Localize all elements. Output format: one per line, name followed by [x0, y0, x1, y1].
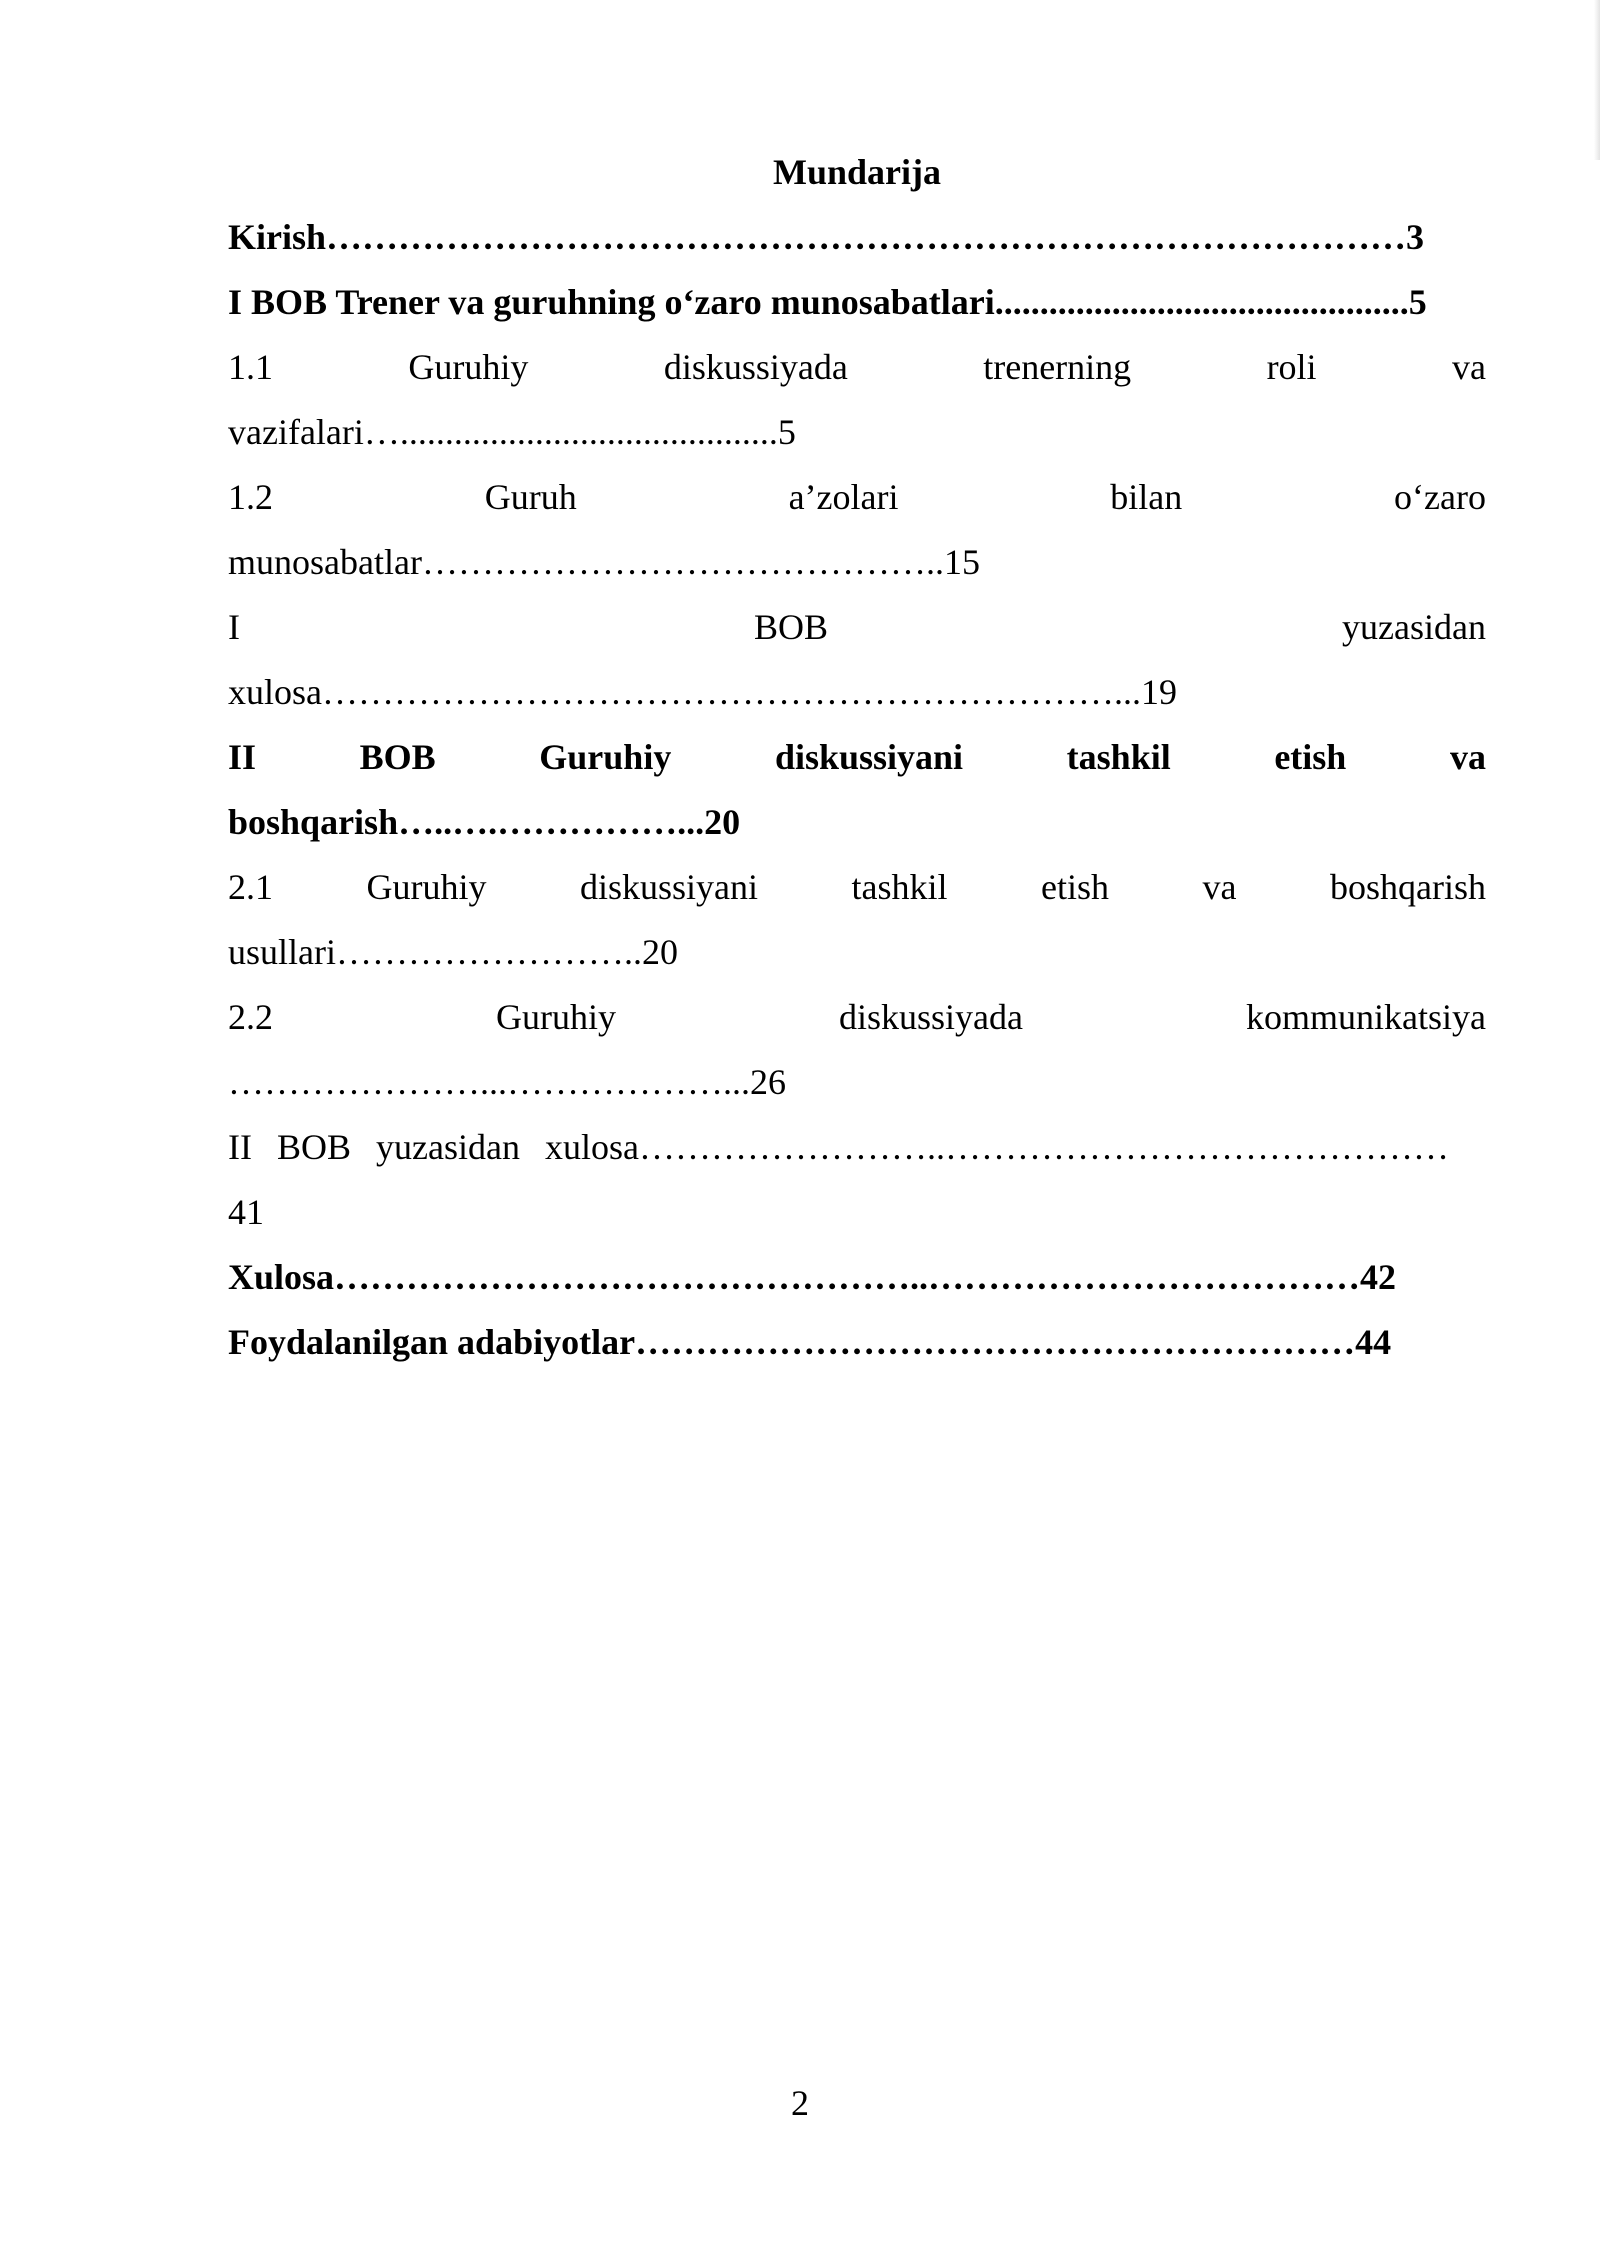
- toc-entry-1-2-line-1[interactable]: [228, 465, 1486, 530]
- toc-word: yuzasidan: [376, 1127, 520, 1167]
- toc-entry-1-1-line-2[interactable]: vazifalari…..........................................5: [228, 412, 796, 452]
- toc-entry-kirish[interactable]: Kirish………………………………………………………………………………3: [228, 217, 1425, 257]
- toc-word: 1.1: [228, 347, 273, 387]
- toc-word: xulosa……………………..……………………………………: [544, 1127, 1449, 1167]
- toc-word: yuzasidan: [1342, 607, 1486, 647]
- toc-word: a’zolari: [788, 477, 899, 517]
- page-edge-shadow: [1594, 0, 1600, 160]
- toc-word: II: [228, 737, 257, 777]
- toc-word: diskussiyada: [839, 997, 1023, 1037]
- toc-entry-bob-2-line-1[interactable]: [228, 725, 1486, 790]
- toc-word: Guruhiy: [366, 867, 487, 907]
- toc-word: 2.2: [228, 997, 273, 1037]
- toc-entry-bob-1[interactable]: I BOB Trener va guruhning o‘zaro munosabatlari..............................................5: [228, 282, 1427, 322]
- toc-entry-2-1-line-2[interactable]: usullari……………………..20: [228, 932, 678, 972]
- table-of-contents: [228, 140, 1486, 1375]
- toc-word: 2.1: [228, 867, 273, 907]
- toc-entry-bob-1-xulosa-line-1[interactable]: [228, 595, 1486, 660]
- toc-word: roli: [1266, 347, 1317, 387]
- toc-entry-2-1-line-1[interactable]: [228, 855, 1486, 920]
- toc-entry-adabiyotlar[interactable]: Foydalanilgan adabiyotlar……………………………………………………44: [228, 1322, 1392, 1362]
- toc-word: tashkil: [1066, 737, 1171, 777]
- toc-word: trenerning: [983, 347, 1132, 387]
- toc-word: BOB: [276, 1127, 352, 1167]
- toc-word: BOB: [359, 737, 436, 777]
- toc-word: etish: [1274, 737, 1347, 777]
- toc-word: diskussiyani: [580, 867, 759, 907]
- toc-entry-1-2-line-2[interactable]: munosabatlar……………………………………..15: [228, 542, 980, 582]
- page-number: 2: [791, 2083, 809, 2123]
- toc-word: va: [1449, 737, 1486, 777]
- toc-word: diskussiyani: [774, 737, 964, 777]
- toc-word: o‘zaro: [1394, 477, 1486, 517]
- toc-word: Guruh: [484, 477, 577, 517]
- toc-entry-2-2-line-2[interactable]: …………………...………………...26: [228, 1062, 786, 1102]
- toc-word: Guruhiy: [496, 997, 616, 1037]
- toc-word: BOB: [754, 607, 829, 647]
- toc-word: diskussiyada: [663, 347, 848, 387]
- toc-entry-bob-2-xulosa-line-1[interactable]: [228, 1115, 1486, 1180]
- toc-entry-xulosa[interactable]: Xulosa…………………………………………..………………………………42: [228, 1257, 1397, 1297]
- toc-word: II: [228, 1127, 252, 1167]
- toc-entry-bob-1-xulosa-line-2[interactable]: xulosa…………………………………………………………...19: [228, 672, 1177, 712]
- toc-word: etish: [1041, 867, 1110, 907]
- toc-word: bilan: [1110, 477, 1183, 517]
- toc-entry-2-2-line-1[interactable]: [228, 985, 1486, 1050]
- toc-title: Mundarija: [772, 152, 941, 192]
- toc-word: va: [1451, 347, 1486, 387]
- toc-word: Guruhiy: [539, 737, 672, 777]
- toc-word: boshqarish: [1330, 867, 1486, 907]
- toc-entry-bob-2-xulosa-line-2[interactable]: 41: [228, 1192, 264, 1232]
- toc-word: tashkil: [851, 867, 948, 907]
- toc-word: kommunikatsiya: [1246, 997, 1486, 1037]
- toc-word: I: [228, 607, 240, 647]
- toc-word: 1.2: [228, 477, 273, 517]
- toc-word: va: [1202, 867, 1237, 907]
- toc-word: Guruhiy: [408, 347, 529, 387]
- toc-entry-bob-2-line-2[interactable]: boshqarish…..….……………...20: [228, 802, 741, 842]
- toc-entry-1-1-line-1[interactable]: [228, 335, 1486, 400]
